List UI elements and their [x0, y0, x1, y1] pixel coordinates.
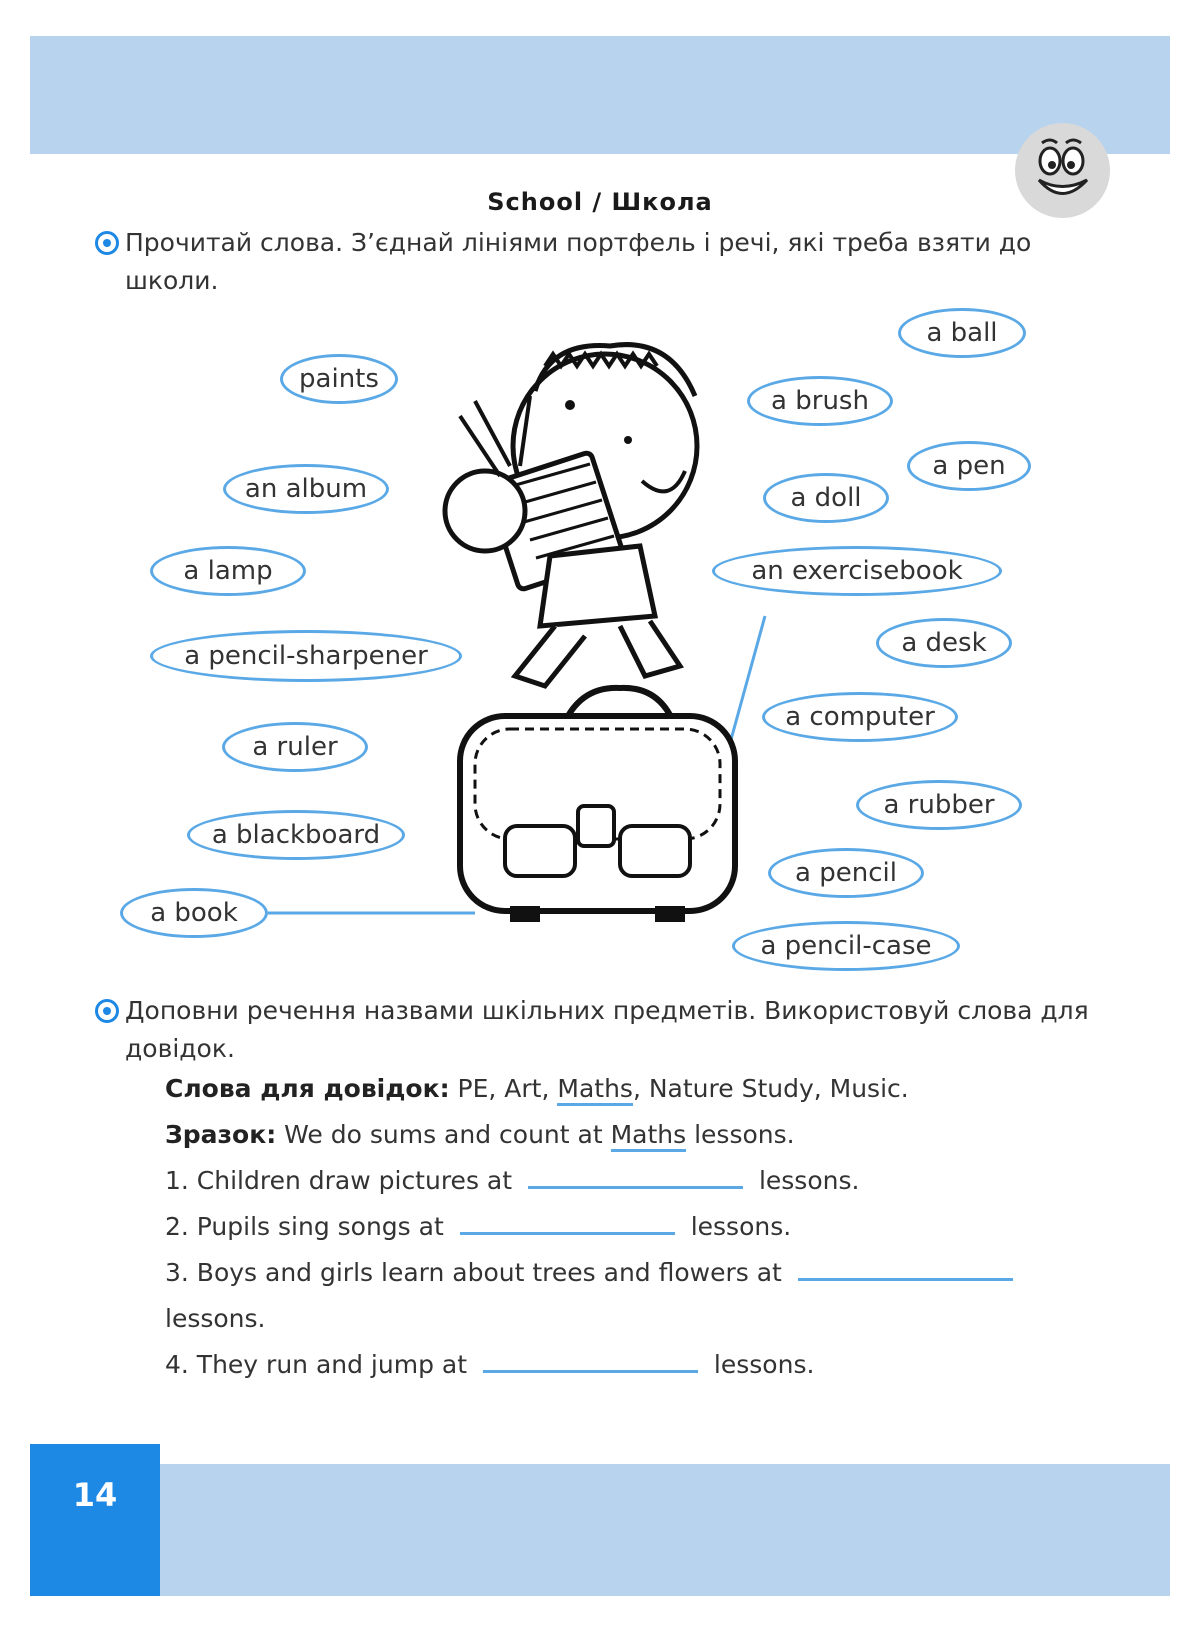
sample-text-2: lessons.: [694, 1120, 795, 1149]
reference-words-line: [165, 1066, 1125, 1112]
worksheet-page: [30, 36, 1170, 1596]
sentence-3-text: 3. Boys and girls learn about trees and flowers at: [165, 1258, 782, 1287]
page-title: School / Школа: [487, 188, 713, 216]
sample-label: Зразок:: [165, 1120, 277, 1149]
sentence-3-end: lessons.: [165, 1304, 266, 1333]
word-pill-a-pencil-sharpener[interactable]: a pencil-sharpener: [150, 630, 462, 682]
boy-and-schoolbag-illustration: [30, 36, 1170, 1036]
footer-band: [160, 1464, 1170, 1596]
page-number-box: [30, 1444, 160, 1596]
word-pill-a-doll[interactable]: a doll: [763, 473, 889, 523]
sample-text-1: We do sums and count at: [284, 1120, 603, 1149]
sentence-4-end: lessons.: [713, 1350, 815, 1379]
word-pill-a-ball[interactable]: a ball: [898, 308, 1026, 358]
word-pill-a-computer[interactable]: a computer: [762, 692, 958, 742]
answer-blank-1[interactable]: [528, 1166, 743, 1189]
sample-answer: Maths: [611, 1120, 687, 1152]
word-pill-a-blackboard[interactable]: a blackboard: [187, 810, 405, 860]
word-pill-a-pencil-case[interactable]: a pencil-case: [732, 921, 960, 971]
word-pill-a-rubber[interactable]: a rubber: [856, 780, 1022, 830]
answer-blank-4[interactable]: [483, 1350, 698, 1373]
word-pill-a-desk[interactable]: a desk: [876, 618, 1012, 668]
word-pill-a-lamp[interactable]: a lamp: [150, 546, 306, 596]
word-pill-a-pen[interactable]: a pen: [907, 441, 1031, 491]
sentence-3: [165, 1250, 1125, 1296]
sentence-2: [165, 1204, 1125, 1250]
reference-label: Слова для довідок:: [165, 1074, 450, 1103]
word-pill-a-ruler[interactable]: a ruler: [222, 722, 368, 772]
word-pill-a-brush[interactable]: a brush: [747, 376, 893, 426]
word-pill-a-pencil[interactable]: a pencil: [768, 848, 924, 898]
sample-sentence: [165, 1112, 1125, 1158]
answer-blank-3[interactable]: [798, 1258, 1013, 1281]
word-pill-a-book[interactable]: a book: [120, 888, 268, 938]
sentence-2-text: 2. Pupils sing songs at: [165, 1212, 444, 1241]
reference-word-underlined: Maths: [557, 1074, 633, 1106]
sentence-1: [165, 1158, 1125, 1204]
sentence-1-end: lessons.: [758, 1166, 860, 1195]
word-pill-an-exercisebook[interactable]: an exercisebook: [712, 546, 1002, 596]
reference-words-part-1: PE, Art,: [457, 1074, 550, 1103]
word-pill-paints[interactable]: paints: [280, 354, 398, 404]
page-number: 14: [72, 1476, 118, 1514]
task-1-text: Прочитай слова. З’єднай лініями портфель і речі, які треба взяти до школи.: [125, 228, 1032, 295]
sentence-3-continued: [165, 1296, 1125, 1342]
answer-blank-2[interactable]: [460, 1212, 675, 1235]
sentence-4: [165, 1342, 1125, 1388]
task-2-instruction: [125, 992, 1115, 1068]
sentence-4-text: 4. They run and jump at: [165, 1350, 468, 1379]
task-2-text: Доповни речення назвами шкільних предметів. Використовуй слова для довідок.: [125, 996, 1089, 1063]
reference-words-part-2: , Nature Study, Music.: [632, 1074, 909, 1103]
sentence-1-text: 1. Children draw pictures at: [165, 1166, 513, 1195]
task-bullet-icon: [95, 999, 119, 1023]
sentence-2-end: lessons.: [690, 1212, 792, 1241]
word-pill-an-album[interactable]: an album: [223, 464, 389, 514]
